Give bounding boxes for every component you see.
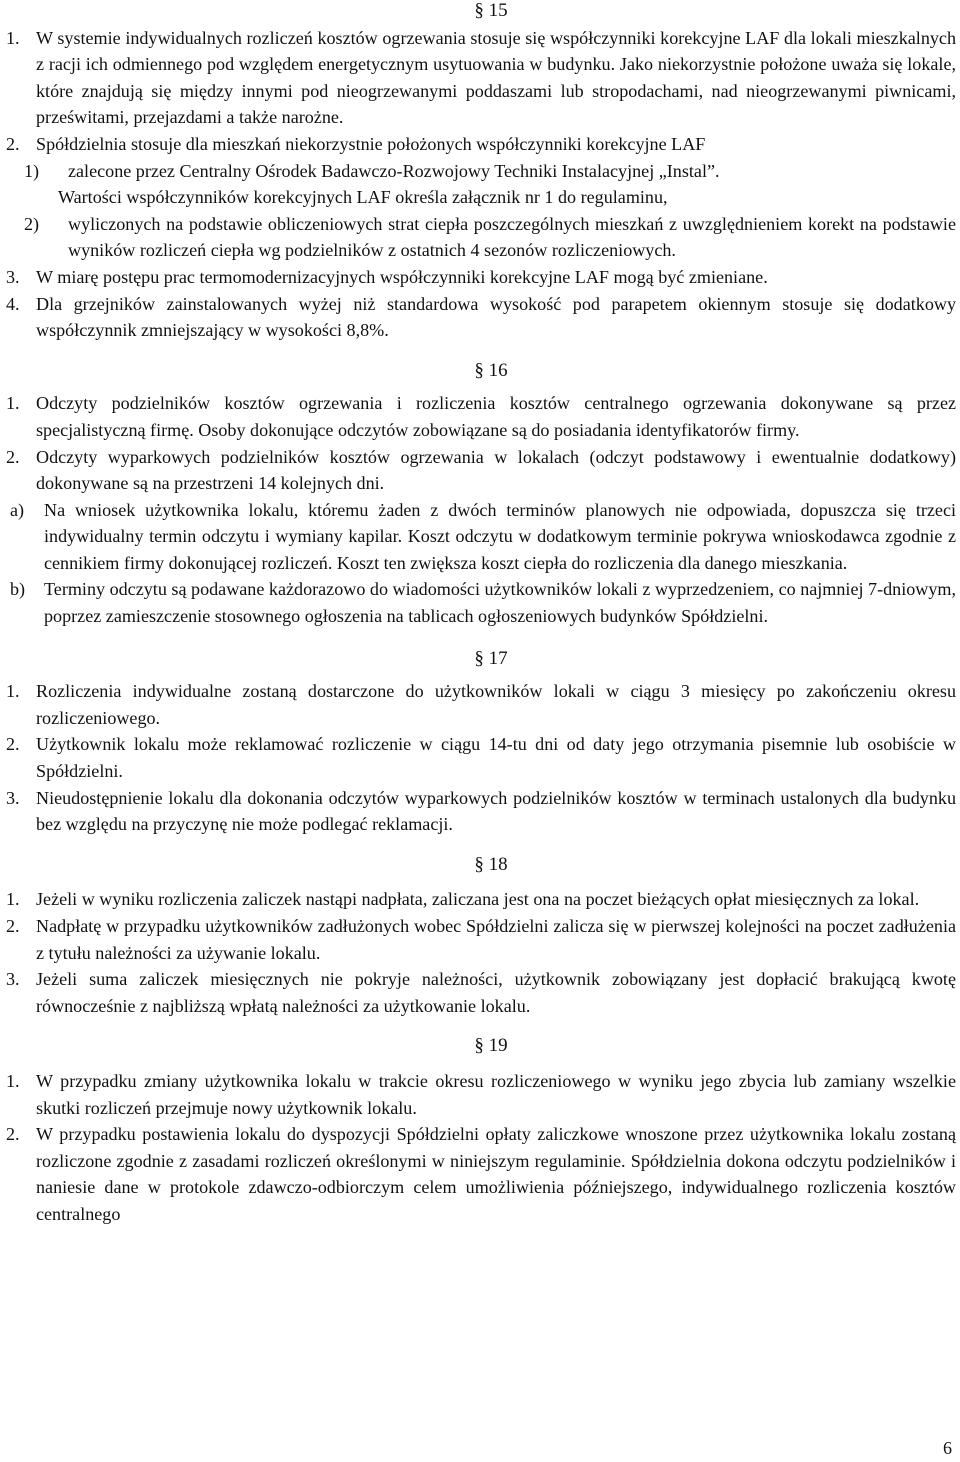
item-number: 4. [6, 293, 20, 314]
item-number: 3. [6, 266, 20, 287]
item-number: 2. [6, 1124, 20, 1145]
item-number: 2. [6, 916, 20, 936]
page-number: 6 [943, 1438, 952, 1458]
item-number: 1. [6, 1070, 20, 1091]
item-text: W przypadku zmiany użytkownika lokalu w trakcie okresu rozliczeniowego w wyniku jego zbycia lub zamiany wszelkie skutki rozliczeń przejmuje nowy użytkownik lokalu. [36, 1070, 956, 1118]
item-text: Użytkownik lokalu może reklamować rozliczenie w ciągu 14-tu dni od daty jego otrzymania pisemnie lub osobiście w Spółdzielni. [36, 734, 956, 782]
list-item [0, 785, 956, 838]
sub-list-continuation [0, 184, 956, 211]
lettered-item [0, 576, 956, 629]
item-text: W miarę postępu prac termomodernizacyjnych współczynniki korekcyjne LAF mogą być zmieniane. [36, 266, 768, 287]
list-item [0, 291, 956, 344]
section-heading: § 16 [474, 359, 508, 381]
item-text: Odczyty podzielników kosztów ogrzewania i rozliczenia kosztów centralnego ogrzewania dokonywane są przez specjalistyczną firmę. Osoby dokonujące odczytów zobowiązane są do posiadania identyfikatorów firmy. [36, 393, 956, 440]
item-text: Nieudostępnienie lokalu dla dokonania odczytów wyparkowych podzielników kosztów w terminach ustalonych dla budynku bez względu na przyczynę nie może podlegać reklamacji. [36, 787, 956, 835]
section-heading: § 15 [474, 0, 508, 21]
item-number: 1. [6, 681, 20, 702]
item-text: Spółdzielnia stosuje dla mieszkań niekorzystnie położonych współczynniki korekcyjne LAF [36, 133, 706, 154]
item-number: 2. [6, 133, 20, 154]
item-text: wyliczonych na podstawie obliczeniowych strat ciepła poszczególnych mieszkań z uwzględnieniem korekt na podstawie wyników rozliczeń ciepła wg podzielników z ostatnich 4 sezonów rozliczeniowych. [68, 213, 956, 261]
list-item [0, 131, 956, 158]
item-text: Jeżeli w wyniku rozliczenia zaliczek nastąpi nadpłata, zaliczana jest ona na poczet bieżących opłat miesięcznych za lokal. [36, 889, 920, 910]
item-number: 3. [6, 787, 20, 808]
item-text: Nadpłatę w przypadku użytkowników zadłużonych wobec Spółdzielni zalicza się w pierwszej kolejności na poczet zadłużenia z tytułu należności za używanie lokalu. [36, 916, 956, 963]
item-number: 1. [6, 889, 20, 910]
item-number: 1. [6, 27, 20, 48]
item-text: Rozliczenia indywidualne zostaną dostarczone do użytkowników lokali w ciągu 3 miesięcy po zakończeniu okresu rozliczeniowego. [36, 681, 956, 728]
item-text: Terminy odczytu są podawane każdorazowo do wiadomości użytkowników lokali z wyprzedzeniem, co najmniej 7-dniowym, poprzez zamieszczenie stosownego ogłoszenia na tablicach ogłoszeniowych budynków Spółdzielni. [44, 579, 956, 627]
item-number: 1. [6, 393, 20, 414]
section-heading: § 18 [474, 853, 508, 875]
item-text: W systemie indywidualnych rozliczeń kosztów ogrzewania stosuje się współczynniki korekcyjne LAF dla lokali mieszkalnych z racji ich odmiennego pod względem energetycznym usytuowania w budynku. Jako niekorzystnie położone uważa się lokale, które znajdują się między innymi pod nieogrzewanymi poddaszami lub stropodachami, nad nieogrzewanymi piwnicami, prześwitami, przejazdami a także narożne. [36, 27, 956, 128]
list-item [0, 966, 956, 1019]
list-item [0, 1121, 956, 1227]
item-text: zalecone przez Centralny Ośrodek Badawczo-Rozwojowy Techniki Instalacyjnej „Instal”. [68, 160, 720, 181]
item-number: 2) [24, 213, 40, 234]
item-text: Jeżeli suma zaliczek miesięcznych nie pokryje należności, użytkownik zobowiązany jest dopłacić brakującą kwotę równocześnie z najbliższą wpłatą należności za użytkowanie lokalu. [36, 969, 956, 1016]
section-heading: § 19 [474, 1035, 508, 1057]
item-text: Odczyty wyparkowych podzielników kosztów ogrzewania w lokalach (odczyt podstawowy i ewentualnie dodatkowy) dokonywane są na przestrzeni 14 kolejnych dni. [36, 446, 956, 494]
item-number: 1) [24, 160, 40, 181]
lettered-item [0, 497, 956, 577]
item-number: 3. [6, 969, 20, 990]
item-text: Na wniosek użytkownika lokalu, któremu żaden z dwóch terminów planowych nie odpowiada, dopuszcza się trzeci indywidualny termin odczytu i wymiany kapilar. Koszt odczytu w dodatkowym terminie pokrywa wnioskodawca zgodnie z cennikiem firmy dokonującej rozliczeń. Koszt ten zwiększa koszt ciepła do rozliczenia dla danego mieszkania. [44, 499, 956, 573]
item-text: W przypadku postawienia lokalu do dyspozycji Spółdzielni opłaty zaliczkowe wnoszone przez użytkownika lokalu zostaną rozliczone zgodnie z zasadami rozliczeń określonymi w niniejszym regulaminie. Spółdzielnia dokona odczytu podzielników i naniesie dane w protokole zdawczo-odbiorczym celem umożliwienia późniejszego, indywidualnego rozliczenia kosztów centralnego [36, 1124, 956, 1224]
item-text: Dla grzejników zainstalowanych wyżej niż standardowa wysokość pod parapetem okiennym stosuje się dodatkowy współczynnik zmniejszający w wysokości 8,8%. [36, 293, 956, 341]
item-number: 2. [6, 446, 20, 467]
sub-list-item [0, 211, 956, 264]
list-item [0, 264, 956, 291]
list-item [0, 25, 956, 131]
list-item [0, 678, 956, 731]
item-letter: a) [10, 499, 25, 520]
sub-list-item [0, 158, 956, 185]
item-text: Wartości współczynników korekcyjnych LAF określa załącznik nr 1 do regulaminu, [58, 187, 668, 208]
list-item [0, 1068, 956, 1121]
item-number: 2. [6, 734, 20, 755]
item-letter: b) [10, 579, 26, 600]
list-item [0, 731, 956, 784]
list-item [0, 913, 956, 966]
list-item [0, 886, 956, 913]
section-heading: § 17 [474, 647, 508, 669]
list-item [0, 444, 956, 497]
list-item [0, 390, 956, 443]
